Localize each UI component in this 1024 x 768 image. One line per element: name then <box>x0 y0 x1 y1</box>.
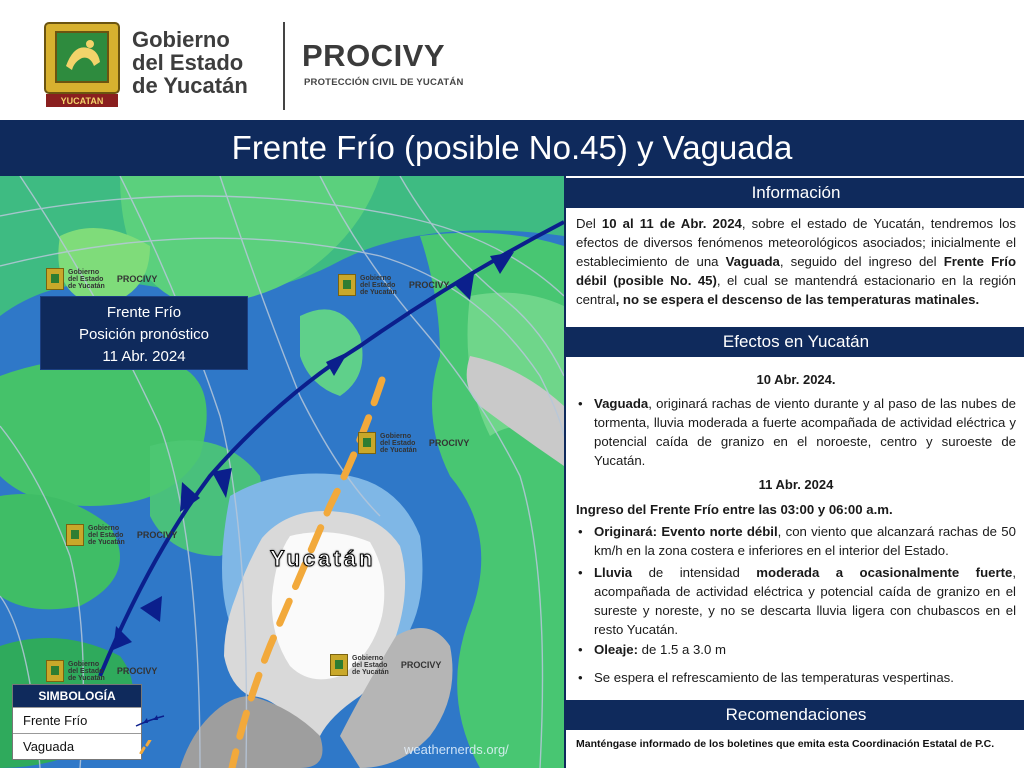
section-heading-info: Información <box>566 178 1024 208</box>
agency-subtitle: PROTECCIÓN CIVIL DE YUCATÁN <box>304 77 464 88</box>
position-box-line-2: Posición pronóstico <box>78 326 210 343</box>
region-label: Yucatán <box>270 546 376 571</box>
effect-bullet-trough: • Vaguada, originará rachas de viento durante y al paso de las nubes de tormenta, lluvia moderada a fuerte acompañada de actividad eléctrica y potencial caída de granizo en el noroeste, centro y suroeste de Yucatán. <box>576 394 1016 470</box>
crest-icon <box>338 274 356 296</box>
header-divider <box>283 22 285 110</box>
effect-bullet-rain: • Lluvia de intensidad moderada a ocasionalmente fuerte, acompañada de actividad eléctrica y potencial caída de granizo en el sureste y noreste, y no se descarta lluvia ligera con chubascos en el resto Yucatán. <box>576 563 1016 639</box>
crest-icon <box>46 268 64 290</box>
crest-icon <box>330 654 348 676</box>
agency-name: PROCIVY <box>302 38 446 73</box>
government-name <box>132 28 248 97</box>
section-heading-recommendations: Recomendaciones <box>566 700 1024 730</box>
watermark-logo: Gobierno del Estado de Yucatán PROCIVY <box>330 654 441 676</box>
position-box-line-3: 11 Abr. 2024 <box>102 348 186 365</box>
page-title: Frente Frío (posible No.45) y Vaguada <box>0 120 1024 176</box>
legend-label: Frente Frío <box>23 713 88 728</box>
data-credit: weathernerds.org/ <box>404 742 509 757</box>
front-entry-text: Ingreso del Frente Frío entre las 03:00 y 06:00 a.m. <box>576 502 893 517</box>
legend-item-trough <box>13 733 141 759</box>
effect-bullet-temperature: • Se espera el refrescamiento de las temperaturas vespertinas. <box>576 668 1016 687</box>
crest-icon <box>358 432 376 454</box>
watermark-logo: Gobierno del Estado de Yucatán PROCIVY <box>46 660 157 682</box>
info-paragraph: Del 10 al 11 de Abr. 2024, sobre el estado de Yucatán, tendremos los efectos de diversos fenómenos meteorológicos asociados; inicialmente el establecimiento de una Vaguada, seguido del ingreso del Frente Frío débil (posible No. 45), el cual se mantendrá estacionario en la región central, no se espera el descenso de las temperaturas matinales. <box>576 216 1017 307</box>
watermark-logo: Gobierno del Estado de Yucatán PROCIVY <box>338 274 449 296</box>
section-heading-effects: Efectos en Yucatán <box>566 327 1024 357</box>
forecast-map <box>0 176 564 768</box>
legend-label: Vaguada <box>23 739 75 754</box>
gov-line-3: de Yucatán <box>132 73 248 98</box>
map-legend <box>12 684 142 760</box>
legend-item-cold-front <box>13 707 141 733</box>
date-heading: 10 Abr. 2024. <box>756 372 836 387</box>
info-panel <box>564 176 1024 768</box>
recommendation-text: Manténgase informado de los boletines que emita esta Coordinación Estatal de P.C. <box>576 738 995 750</box>
watermark-logo: Gobierno del Estado de Yucatán PROCIVY <box>358 432 469 454</box>
gov-line-2: del Estado <box>132 50 244 75</box>
crest-label: YUCATAN <box>60 96 104 106</box>
date-heading: 11 Abr. 2024 <box>758 477 834 492</box>
header <box>0 0 1024 118</box>
position-box-line-1: Frente Frío <box>106 304 182 321</box>
effect-bullet-waves: • Oleaje: de 1.5 a 3.0 m <box>576 640 1016 659</box>
legend-title: SIMBOLOGÍA <box>13 685 141 707</box>
yucatan-crest-logo <box>44 22 120 108</box>
effect-bullet-wind: • Originará: Evento norte débil, con viento que alcanzará rachas de 50 km/h en la zona costera e inferiores en el interior del Estado. <box>576 522 1016 560</box>
gov-line-1: Gobierno <box>132 27 230 52</box>
crest-icon <box>46 660 64 682</box>
watermark-logo: Gobierno del Estado de Yucatán PROCIVY <box>66 524 177 546</box>
watermark-logo: Gobierno del Estado de Yucatán PROCIVY <box>46 268 157 290</box>
crest-icon <box>66 524 84 546</box>
front-position-box <box>40 296 248 370</box>
